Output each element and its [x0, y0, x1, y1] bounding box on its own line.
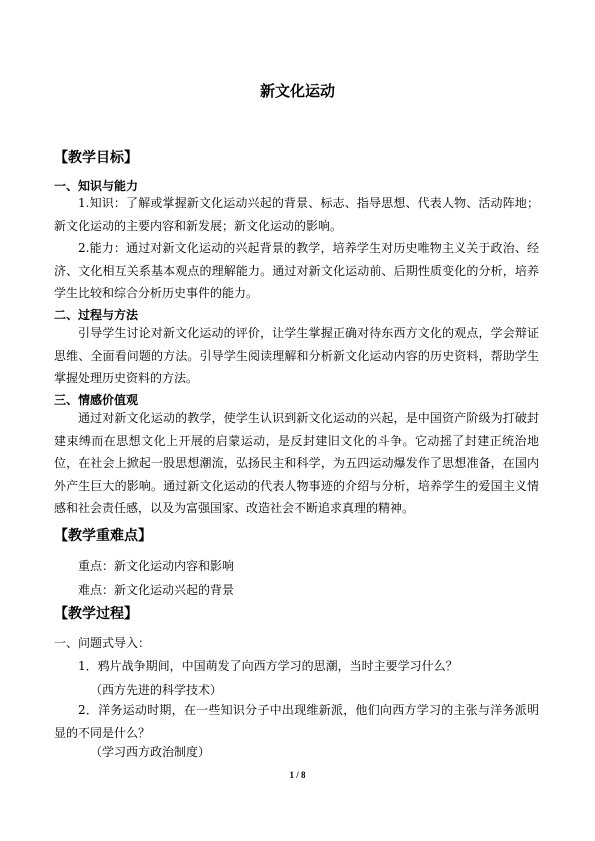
process-intro: 一、问题式导入： [54, 636, 151, 650]
section-heading-key-points: 【教学重难点】 [54, 528, 152, 544]
paragraph-ability: 2.能力：通过对新文化运动的兴起背景的教学，培养学生对历史唯物主义关于政治、经济、文化相互关系基本观点的理解能力。通过对新文化运动前、后期性质变化的分析，培养学生比较和综合分析历史事件的能力。 [54, 241, 539, 300]
subheading-values: 三、情感价值观 [54, 393, 139, 407]
answer-2: （学习西方政治制度） [90, 745, 211, 759]
section-heading-process: 【教学过程】 [54, 606, 138, 622]
paragraph-knowledge: 1.知识：了解或掌握新文化运动兴起的背景、标志、指导思想、代表人物、活动阵地；新文化运动的主要内容和新发展；新文化运动的影响。 [54, 196, 539, 233]
question-2: 2．洋务运动时期，在一些知识分子中出现维新派，他们向西方学习的主张与洋务派明显的不同是什么？ [54, 703, 539, 740]
key-point-difficulty: 难点：新文化运动兴起的背景 [78, 583, 235, 597]
paragraph-values: 通过对新文化运动的教学，使学生认识到新文化运动的兴起，是中国资产阶级为打破封建束缚而在思想文化上开展的启蒙运动，是反封建旧文化的斗争。它动摇了封建正统治地位，在社会上掀起一股思想潮流，弘扬民主和科学，为五四运动爆发作了思想准备，在国内外产生巨大的影响。通过新文化运动的代表人物事迹的介绍与分析，培养学生的爱国主义情感和社会责任感，以及为富强国家、改造社会不断追求真理的精神。 [54, 411, 539, 515]
document-title: 新文化运动 [259, 82, 335, 100]
page-number: 1 / 8 [289, 770, 306, 780]
key-point-focus: 重点：新文化运动内容和影响 [78, 559, 235, 573]
subheading-knowledge-ability: 一、知识与能力 [54, 179, 139, 193]
answer-1: （西方先进的科学技术） [90, 683, 223, 697]
section-heading-objectives: 【教学目标】 [54, 150, 138, 166]
subheading-process-method: 二、过程与方法 [54, 308, 139, 322]
question-1: 1．鸦片战争期间，中国萌发了向西方学习的思潮，当时主要学习什么？ [78, 659, 458, 673]
paragraph-process-method: 引导学生讨论对新文化运动的评价，让学生掌握正确对待东西方文化的观点，学会辩证思维、全面看问题的方法。引导学生阅读理解和分析新文化运动内容的历史资料，帮助学生掌握处理历史资料的方法。 [54, 326, 539, 385]
